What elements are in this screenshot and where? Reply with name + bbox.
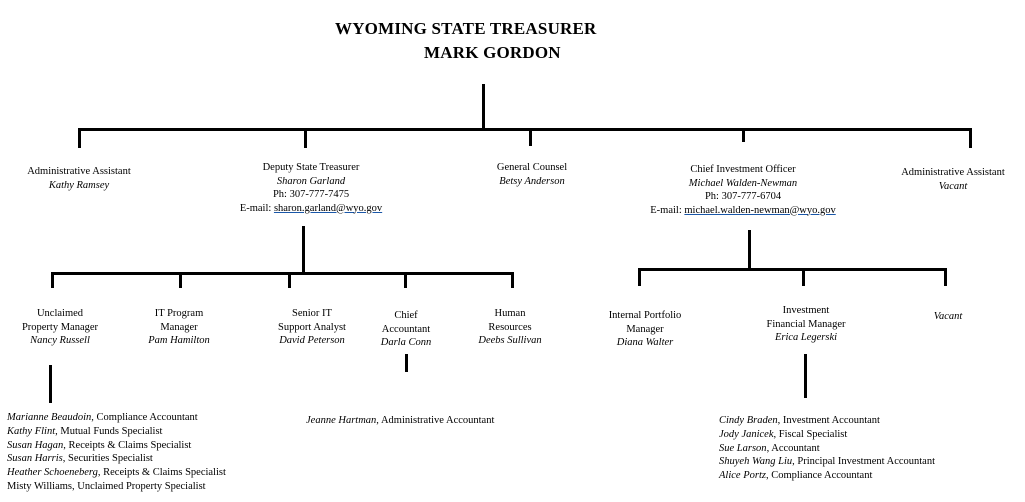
- connector: [944, 268, 947, 286]
- staff-name: Shuyeh Wang Liu: [719, 456, 793, 468]
- person-name: Erica Legerski: [774, 332, 838, 343]
- position-title: Administrative Assistant: [901, 167, 1005, 178]
- connector: [748, 230, 751, 270]
- staff-name: Alice Portz: [719, 470, 766, 482]
- staff-name: Heather Schoeneberg: [7, 467, 98, 479]
- org-title: WYOMING STATE TREASURER: [335, 19, 597, 38]
- person-name: Vacant: [933, 311, 963, 322]
- staff-name: Kathy Flint: [7, 425, 56, 437]
- staff-name: Susan Harris: [7, 453, 63, 465]
- list-item: [7, 480, 226, 494]
- person-name: Vacant: [938, 180, 968, 192]
- person-name: Nancy Russell: [30, 335, 90, 346]
- position-title: Deputy State Treasurer: [262, 162, 360, 173]
- list-item: [7, 466, 226, 480]
- vacant-position-box: [908, 310, 988, 324]
- chief-accountant-box: [366, 309, 446, 350]
- connector: [51, 272, 54, 288]
- connector: [51, 272, 514, 275]
- admin-assistant-1-box: [4, 165, 154, 192]
- connector: [804, 354, 807, 398]
- investment-financial-manager-box: [742, 304, 870, 345]
- connector: [288, 272, 291, 288]
- list-item: [7, 452, 226, 466]
- list-item: [719, 414, 935, 428]
- position-title: General Counsel: [496, 162, 568, 173]
- position-title: Investment Financial Manager: [766, 305, 846, 330]
- connector: [78, 128, 81, 148]
- staff-role: , Compliance Accountant: [765, 470, 873, 482]
- deputy-treasurer-box: [226, 161, 396, 215]
- position-title: Internal Portfolio Manager: [608, 310, 682, 335]
- email-label: E-mail:: [239, 202, 274, 214]
- person-name: Pam Hamilton: [148, 335, 210, 346]
- list-item: [719, 428, 935, 442]
- position-title: Senior IT Support Analyst: [278, 308, 346, 333]
- staff-role: , Compliance Accountant: [91, 412, 198, 423]
- connector: [405, 354, 408, 372]
- connector: [304, 128, 307, 148]
- connector: [302, 226, 305, 274]
- email-line: [633, 204, 853, 218]
- senior-it-analyst-box: [258, 307, 366, 348]
- connector: [742, 128, 745, 142]
- human-resources-box: [462, 307, 558, 348]
- staff-role: , Investment Accountant: [777, 415, 880, 426]
- email-label: E-mail:: [650, 204, 685, 216]
- connector: [179, 272, 182, 288]
- position-title: Human Resources: [488, 308, 532, 333]
- staff-role: , Receipts & Claims Specialist: [97, 467, 226, 479]
- unclaimed-staff-list: [7, 411, 226, 494]
- staff-name: Marianne Beaudoin: [7, 412, 92, 423]
- list-item: [306, 414, 494, 428]
- connector: [78, 128, 972, 131]
- connector: [638, 268, 641, 286]
- email-line: [226, 202, 396, 216]
- connector: [802, 268, 805, 286]
- person-name: Sharon Garland: [276, 175, 346, 187]
- position-title: IT Program Manager: [154, 308, 204, 333]
- list-item: [7, 439, 226, 453]
- internal-portfolio-manager-box: [590, 309, 700, 350]
- person-name: Betsy Anderson: [499, 175, 565, 187]
- person-name: David Peterson: [279, 335, 345, 346]
- staff-role: , Securities Specialist: [62, 453, 153, 465]
- investment-staff-list: [719, 414, 935, 483]
- list-item: [719, 442, 935, 456]
- it-program-manager-box: [130, 307, 228, 348]
- person-name: Darla Conn: [380, 337, 432, 348]
- email-link[interactable]: michael.walden-newman@wyo.gov: [684, 204, 836, 216]
- connector: [404, 272, 407, 288]
- connector: [511, 272, 514, 288]
- person-name: Deebs Sullivan: [478, 335, 542, 346]
- phone-number: Ph: 307-777-7475: [272, 189, 350, 200]
- position-title: Administrative Assistant: [27, 166, 131, 177]
- list-item: [7, 425, 226, 439]
- connector: [49, 365, 52, 403]
- connector: [529, 128, 532, 146]
- staff-name: Cindy Braden: [719, 415, 778, 426]
- leader-name: MARK GORDON: [424, 43, 561, 62]
- staff-role: , Accountant: [766, 442, 820, 454]
- connector: [638, 268, 947, 271]
- staff-role: , Fiscal Specialist: [773, 428, 848, 440]
- general-counsel-box: [470, 161, 594, 188]
- connector: [482, 84, 485, 130]
- list-item: [719, 469, 935, 483]
- person-name: Kathy Ramsey: [48, 179, 110, 191]
- admin-assistant-2-box: [885, 166, 1021, 193]
- phone-number: Ph: 307-777-6704: [704, 191, 782, 202]
- staff-name: Jeanne Hartman: [306, 415, 377, 426]
- position-title: Chief Investment Officer: [690, 164, 796, 175]
- staff-name: Sue Larson: [719, 442, 767, 454]
- staff-role: , Administrative Accountant: [376, 415, 495, 426]
- person-name: Michael Walden-Newman: [688, 177, 798, 189]
- connector: [969, 128, 972, 148]
- list-item: [719, 455, 935, 469]
- staff-name: Jody Janicek: [719, 428, 774, 440]
- staff-name: Susan Hagan: [7, 439, 64, 451]
- staff-role: , Receipts & Claims Specialist: [63, 439, 192, 451]
- position-title: Chief Accountant: [381, 310, 431, 335]
- unclaimed-property-manager-box: [6, 307, 114, 348]
- list-item: [7, 411, 226, 425]
- staff-role: , Mutual Funds Specialist: [55, 425, 163, 437]
- staff-role: Misty Williams, Unclaimed Property Specialist: [7, 480, 206, 492]
- person-name: Diana Walter: [616, 337, 674, 348]
- staff-role: , Principal Investment Accountant: [792, 456, 936, 468]
- cio-box: [650, 163, 836, 217]
- accountant-staff-list: [306, 414, 494, 428]
- position-title: Unclaimed Property Manager: [21, 308, 99, 333]
- email-link[interactable]: sharon.garland@wyo.gov: [273, 202, 383, 214]
